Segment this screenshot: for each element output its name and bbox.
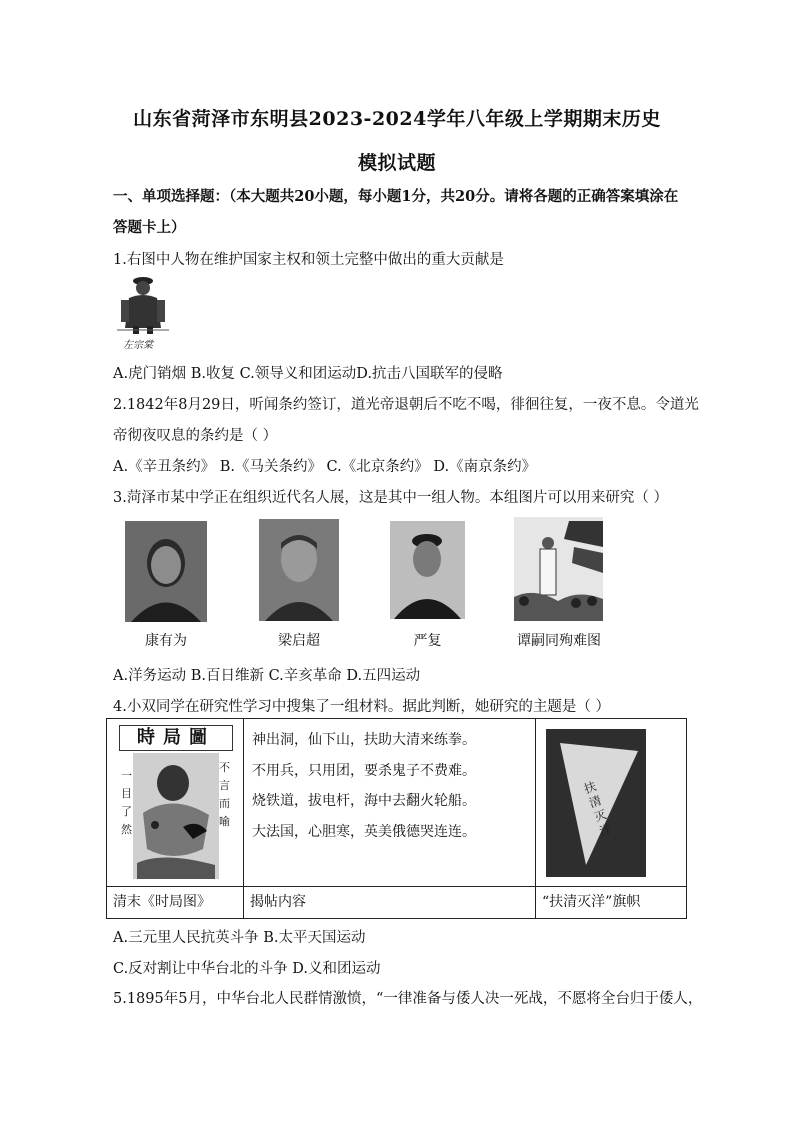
shiju-tu-poster bbox=[107, 719, 243, 886]
poster-side-right: 不言而喻 bbox=[219, 761, 230, 828]
caption-shiju-tu: 清末《时局图》 bbox=[107, 887, 244, 919]
poster-side-left: 一目了然 bbox=[121, 769, 132, 836]
q5-stem: 5.1895年5月，中华台北人民群情激愤，“一律准备与倭人决一死战，不愿将全台归于倭人， bbox=[113, 991, 703, 1007]
section-heading-cont: 答题卡上） bbox=[113, 219, 186, 236]
q1-portrait-caption: 左宗棠 bbox=[123, 340, 153, 351]
poster-title: 時局圖 bbox=[119, 725, 233, 751]
caption-yan-fu: 严复 bbox=[413, 633, 442, 649]
q2-stem-line1: 2.1842年8月29日，听闻条约签订，道光帝退朝后不吃不喝，徘徊往复，一夜不息。令道光 bbox=[113, 397, 699, 413]
poster-illustration bbox=[133, 753, 219, 879]
q3-stem: 3.菏泽市某中学正在组织近代名人展，这是其中一组人物。本组图片可以用来研究（ ） bbox=[113, 490, 668, 506]
poem-line: 大法国，心胆寒，英美俄德哭连连。 bbox=[252, 823, 476, 840]
section-heading: 一、单项选择题：（本大题共20小题，每小题1分，共20分。请将各题的正确答案填涂在 bbox=[113, 188, 679, 205]
q1-stem: 1.右图中人物在维护国家主权和领土完整中做出的重大贡献是 bbox=[113, 252, 504, 268]
q4-material-table bbox=[106, 718, 687, 919]
liang-qichao-photo bbox=[259, 519, 339, 621]
q3-options: A.洋务运动 B.百日维新 C.辛亥革命 D.五四运动 bbox=[113, 668, 421, 684]
q4-options-line1: A.三元里人民抗英斗争 B.太平天国运动 bbox=[113, 930, 366, 946]
caption-tan-sitong: 谭嗣同殉难图 bbox=[517, 633, 601, 649]
q4-stem: 4.小双同学在研究性学习中搜集了一组材料。据此判断，她研究的主题是（ ） bbox=[113, 699, 610, 715]
q2-options: A.《辛丑条约》 B.《马关条约》 C.《北京条约》 D.《南京条约》 bbox=[113, 459, 537, 475]
q2-stem-line2: 帝彻夜叹息的条约是（ ） bbox=[113, 428, 278, 444]
q1-portrait-image bbox=[113, 270, 173, 351]
flag-text: 扶清灭洋 bbox=[582, 779, 614, 839]
tan-sitong-martyrdom-drawing bbox=[514, 517, 603, 621]
caption-liang-qichao: 梁启超 bbox=[278, 633, 320, 649]
q4-poster-cell bbox=[107, 719, 244, 887]
q4-poem-cell bbox=[244, 719, 536, 887]
q4-flag-cell bbox=[536, 719, 687, 887]
kang-youwei-photo bbox=[125, 521, 207, 622]
zuo-zongtang-figure bbox=[113, 270, 173, 334]
yan-fu-photo bbox=[390, 521, 465, 619]
caption-kang-youwei: 康有为 bbox=[145, 633, 187, 649]
exam-title-line1: 山东省菏泽市东明县2023-2024学年八年级上学期期末历史 bbox=[133, 108, 661, 130]
poem-line: 烧铁道，拔电杆，海中去翻火轮船。 bbox=[252, 793, 476, 809]
exam-title-line2: 模拟试题 bbox=[357, 152, 436, 174]
caption-jietie: 揭帖内容 bbox=[244, 887, 536, 919]
q4-options-line2: C.反对割让中华台北的斗争 D.义和团运动 bbox=[113, 961, 381, 977]
q1-options: A.虎门销烟 B.收复 C.领导义和团运动D.抗击八国联军的侵略 bbox=[113, 366, 503, 382]
poem-line: 神出洞，仙下山，扶助大清来练拳。 bbox=[252, 732, 476, 748]
caption-flag: “扶清灭洋”旗帜 bbox=[536, 887, 687, 919]
poem-line: 不用兵，只用团，要杀鬼子不费难。 bbox=[252, 762, 476, 779]
